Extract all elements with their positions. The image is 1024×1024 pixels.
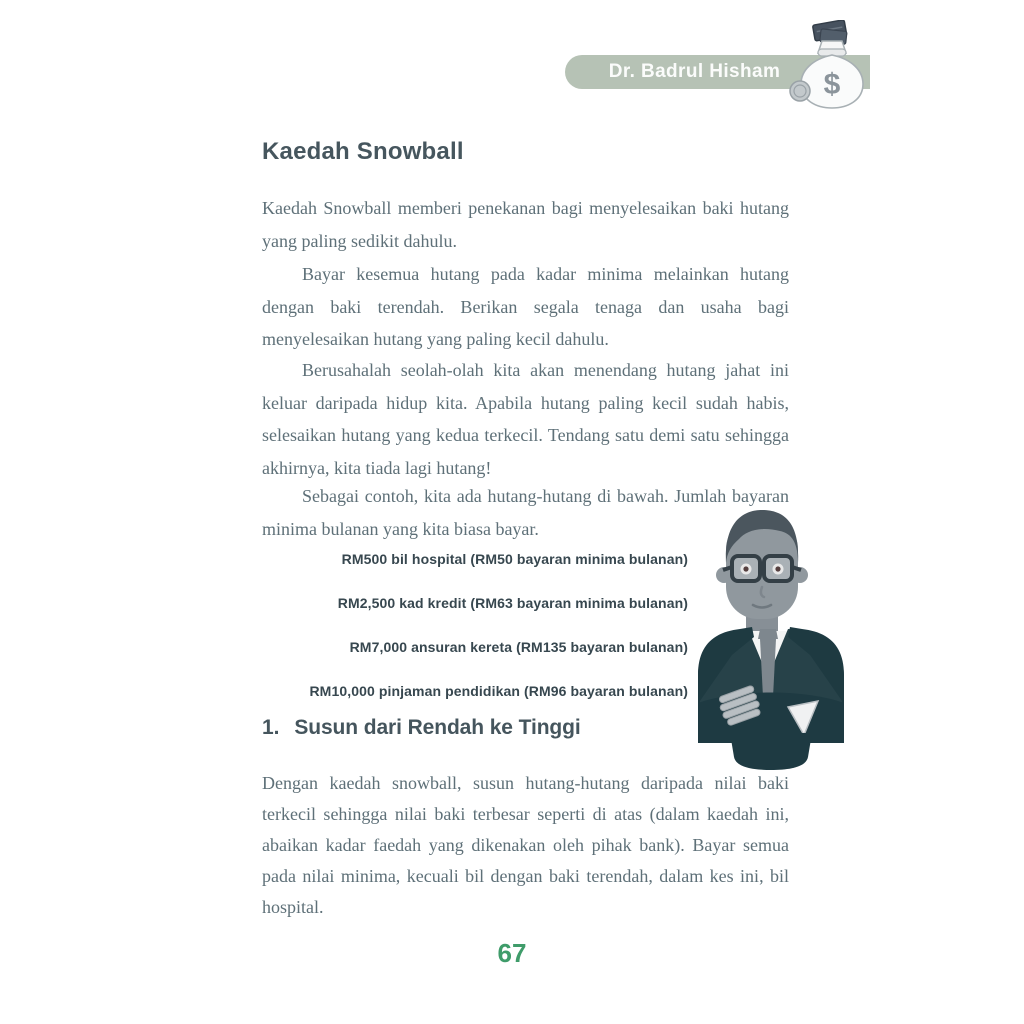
page-title: Kaedah Snowball [262, 138, 464, 165]
paragraph-closing: Dengan kaedah snowball, susun hutang-hutang daripada nilai baki terkecil sehingga nilai baki terbesar seperti di atas (dalam kaedah ini, abaikan kadar faedah yang dikenakan oleh pihak bank). Bayar semua pada nilai minima, kecuali bil dengan baki terendah, dalam kes ini, bil hospital. [262, 773, 789, 917]
paragraph-example: Sebagai contoh, kita ada hutang-hutang di bawah. Jumlah bayaran minima bulanan yang kita biasa bayar. [262, 486, 789, 539]
businessman-illustration-svg [692, 505, 850, 770]
debt-list-item-hospital: RM500 bil hospital (RM50 bayaran minima bulanan) [341, 551, 688, 567]
debt-list-item-credit-card: RM2,500 kad kredit (RM63 bayaran minima bulanan) [337, 595, 688, 611]
debt-list [262, 550, 688, 726]
debt-list-item-education: RM10,000 pinjaman pendidikan (RM96 bayaran bulanan) [309, 683, 688, 699]
paragraph-pay-minimum: Bayar kesemua hutang pada kadar minima melainkan hutang dengan baki terendah. Berikan segala tenaga dan usaha bagi menyelesaikan hutang yang paling kecil dahulu. [262, 264, 789, 349]
businessman-crossed-arms-illustration [692, 505, 850, 770]
section-heading [262, 716, 581, 740]
paragraph-kick-debt: Berusahalah seolah-olah kita akan menendang hutang jahat ini keluar daripada hidup kita. Apabila hutang paling kecil sudah habis, selesaikan hutang yang kedua terkecil. Tendang satu demi satu sehingga akhirnya, kita tiada lagi hutang! [262, 360, 789, 478]
money-bag-icon [786, 20, 878, 110]
section-number: 1. [262, 716, 280, 739]
page-number: 67 [497, 938, 527, 968]
paragraph-intro: Kaedah Snowball memberi penekanan bagi menyelesaikan baki hutang yang paling sedikit dahulu. [262, 198, 789, 251]
svg-text:$: $ [823, 68, 841, 101]
money-bag-icon-svg [786, 20, 878, 110]
section-title: Susun dari Rendah ke Tinggi [294, 716, 581, 739]
debt-list-item-car: RM7,000 ansuran kereta (RM135 bayaran bulanan) [349, 639, 688, 655]
author-name: Dr. Badrul Hisham [608, 61, 781, 82]
